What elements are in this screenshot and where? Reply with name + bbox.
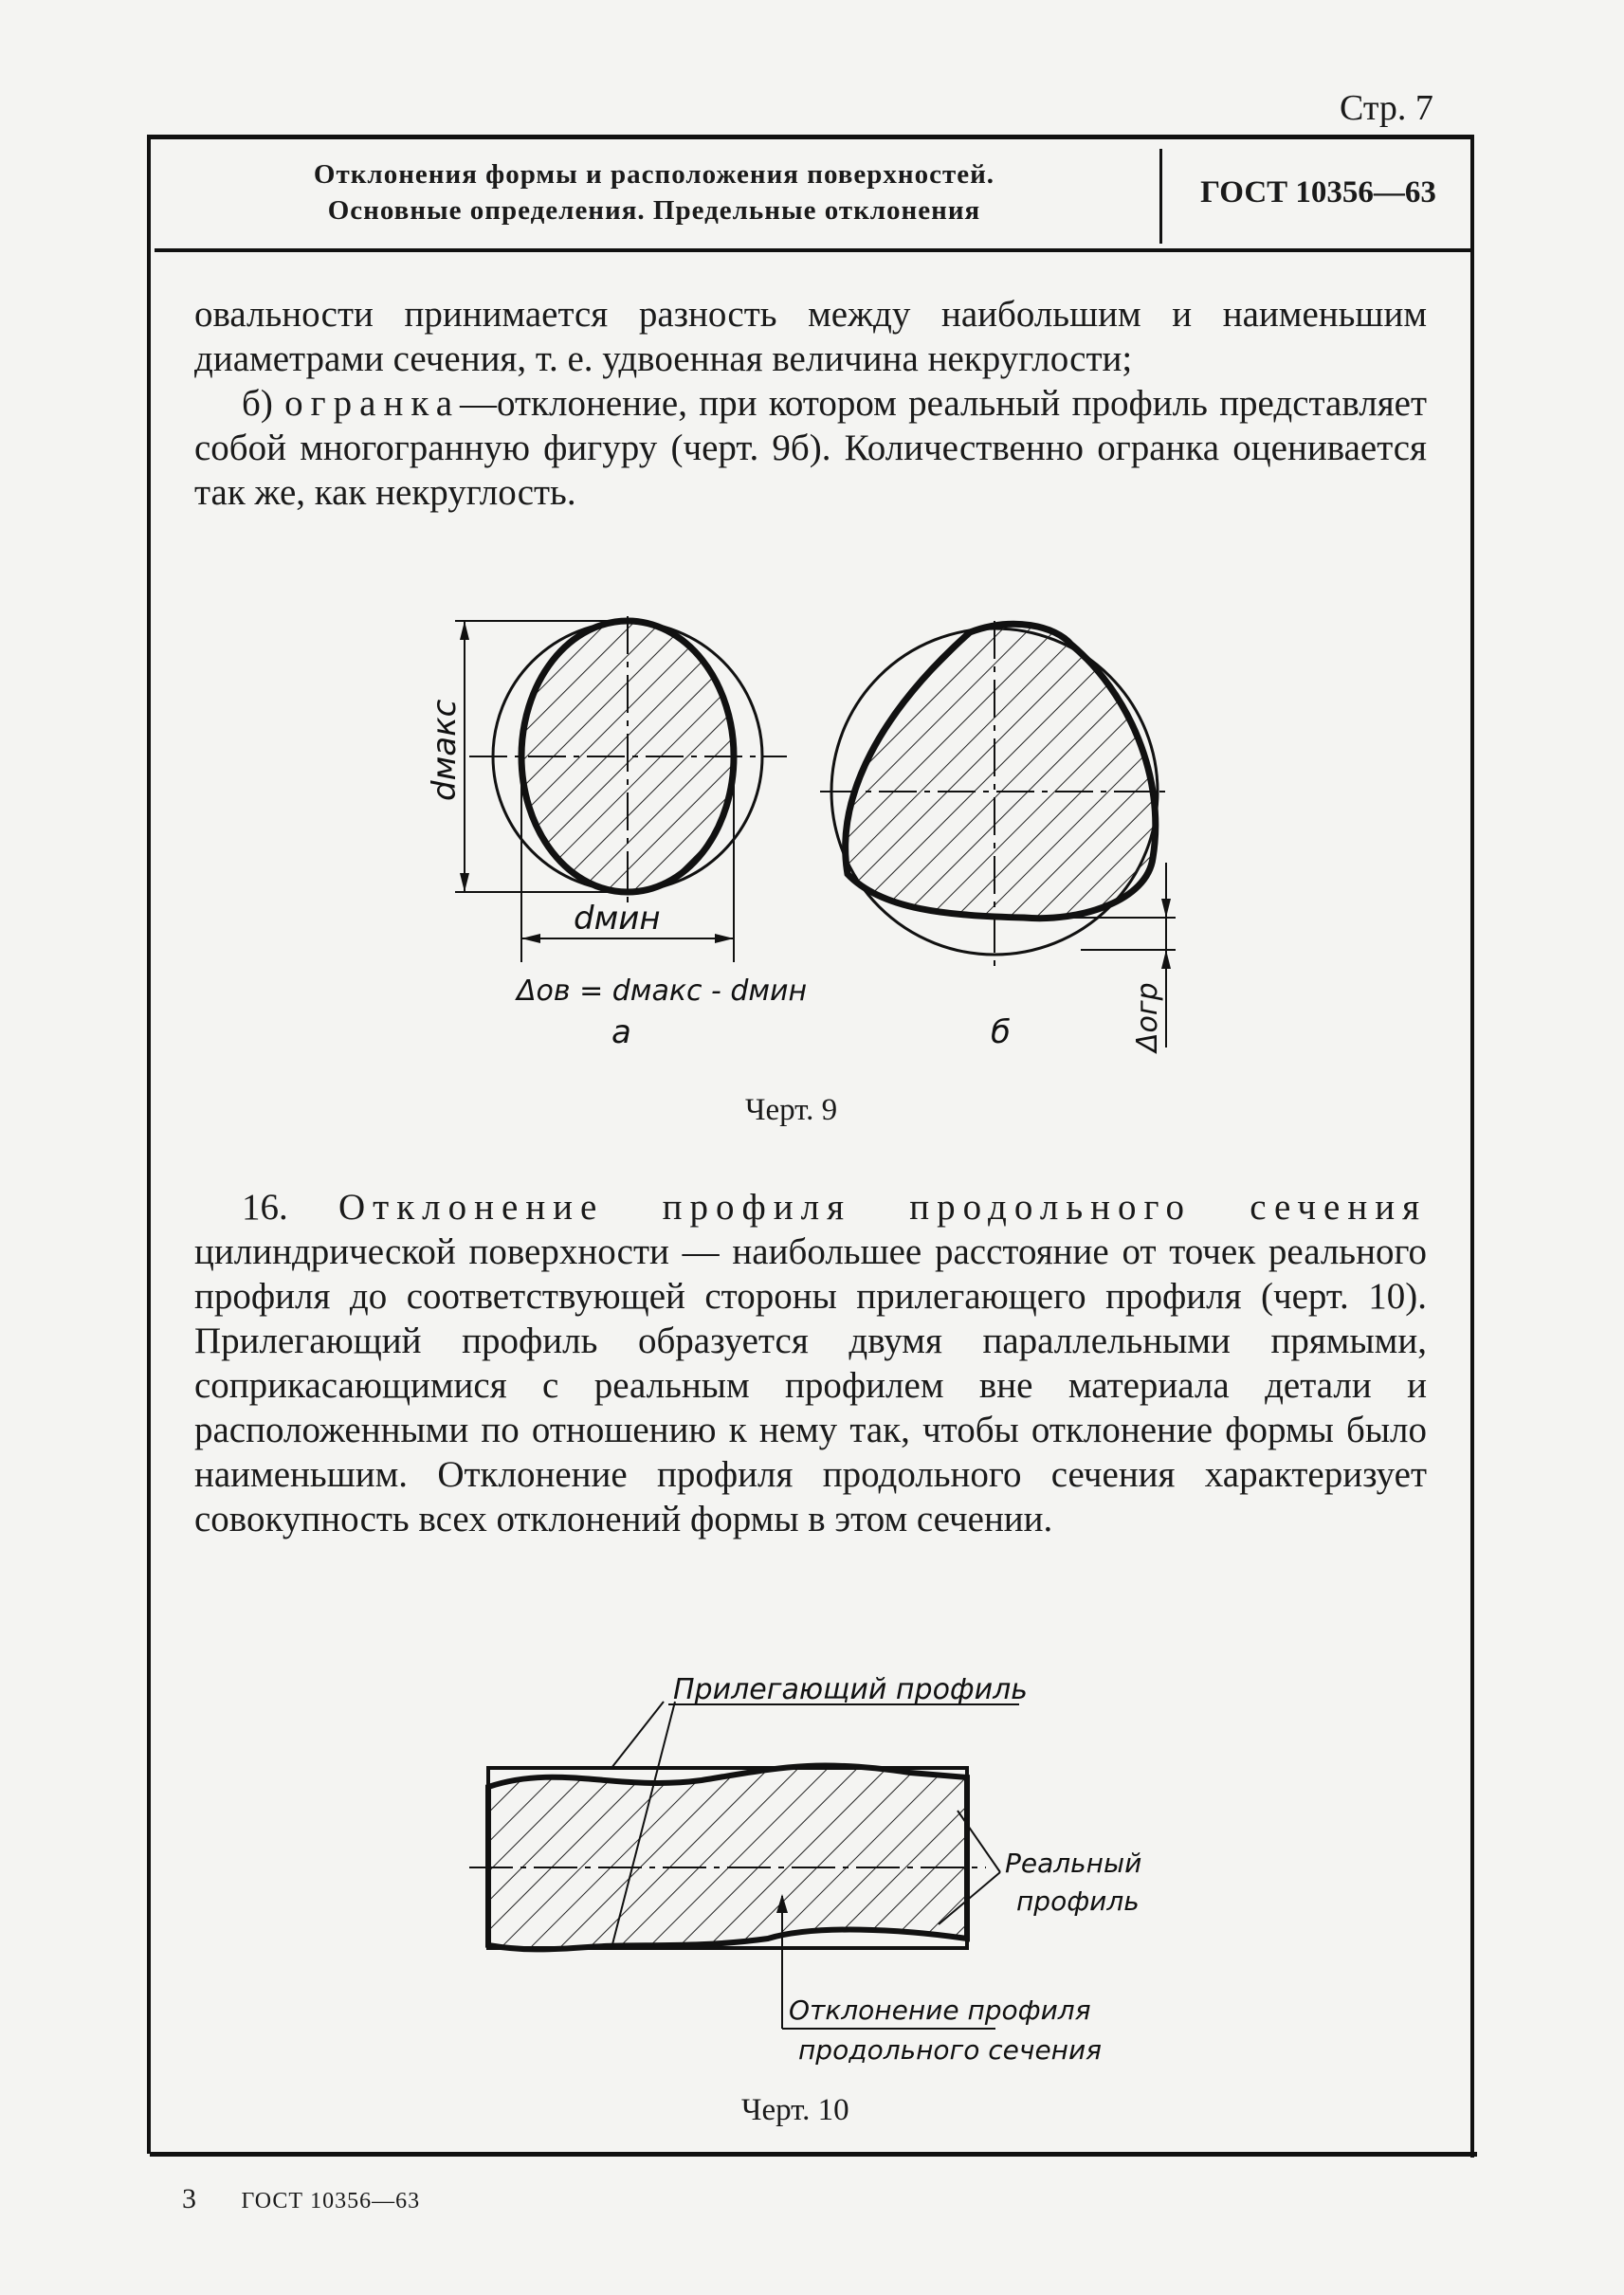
term-longitudinal-profile: Отклонение профиля продольного сечения <box>338 1187 1428 1228</box>
label-sub-a: а <box>611 1013 631 1051</box>
frame-bottom-line <box>150 2152 1477 2157</box>
label-deviation-2: продольного сечения <box>798 2034 1103 2066</box>
faceted-profile <box>846 624 1156 918</box>
footer-doc-id: ГОСТ 10356—63 <box>241 2189 421 2213</box>
term-ogranka: огранка <box>284 383 461 424</box>
frame-left-line <box>147 135 151 2154</box>
figure-9-caption: Черт. 9 <box>745 1093 838 1127</box>
label-real-profile-1: Реальный <box>1005 1848 1142 1879</box>
label-dmin: dмин <box>574 900 661 938</box>
body-text-top <box>194 292 1427 515</box>
label-formula: Δов = dмакс - dмин <box>517 974 808 1008</box>
dmax-arrow-bottom <box>460 873 469 892</box>
dmin-arrow-right <box>715 934 734 943</box>
paragraph-b-prefix: б) <box>242 383 285 424</box>
figure-9 <box>417 597 1270 1071</box>
delta-arrow-bottom <box>1161 950 1171 969</box>
dmax-arrow-top <box>460 621 469 640</box>
figure-10-caption: Черт. 10 <box>741 2093 849 2127</box>
label-delta-ogr: Δогр <box>1131 982 1164 1052</box>
label-adjacent-profile: Прилегающий профиль <box>673 1673 1028 1706</box>
header-title-line-2: Основные определения. Предельные отклонения <box>327 195 981 226</box>
header-title-line-1: Отклонения формы и расположения поверхностей. <box>313 159 995 190</box>
label-dmax: dмакс <box>426 699 464 801</box>
page-number: Стр. 7 <box>1340 88 1433 128</box>
footer-page-number: 3 <box>182 2183 196 2214</box>
label-real-profile-2: профиль <box>1016 1885 1140 1917</box>
body-text-bottom <box>194 1185 1427 1541</box>
page-footer <box>182 2183 420 2215</box>
paragraph-intro: овальности принимается разность между наибольшим и наименьшим диаметрами сечения, т. е. удвоенная величина некруглости; <box>194 294 1427 379</box>
paragraph-16 <box>194 1185 1427 1541</box>
paragraph-b <box>194 381 1427 515</box>
label-deviation-1: Отклонение профиля <box>789 1994 1091 2026</box>
paragraph-b-rest: —отклонение, при котором реальный профиль представляет собой многогранную фигуру (черт. 9б). Количественно огранка оценивается так же, как некруглость. <box>194 383 1427 513</box>
paragraph-16-number: 16. <box>242 1187 339 1228</box>
frame-right-line <box>1470 135 1474 2158</box>
real-profile-fill <box>488 1765 967 1949</box>
header-title <box>155 139 1154 246</box>
delta-arrow-top <box>1161 899 1171 918</box>
leader-adjacent-1 <box>611 1702 664 1768</box>
paragraph-16-rest: цилиндрической поверхности — наибольшее расстояние от точек реального профиля до соответствующей стороны прилегающего профиля (черт. 10). Прилегающий профиль образуется двумя параллельными прямыми, соприкасающимися с реальным профилем вне материала детали и расположенными по отношению к нему так, чтобы отклонение формы было наименьшим. Отклонение профиля продольного сечения характеризует совокупность всех отклонений формы в этом сечении. <box>194 1231 1427 1539</box>
header-standard: ГОСТ 10356—63 <box>1200 174 1436 209</box>
label-sub-b: б <box>991 1013 1011 1051</box>
figure-10 <box>455 1668 1195 2142</box>
dmin-arrow-left <box>521 934 540 943</box>
figure-9b <box>820 621 1176 1054</box>
figure-9a <box>426 616 807 1051</box>
document-header <box>155 139 1474 249</box>
